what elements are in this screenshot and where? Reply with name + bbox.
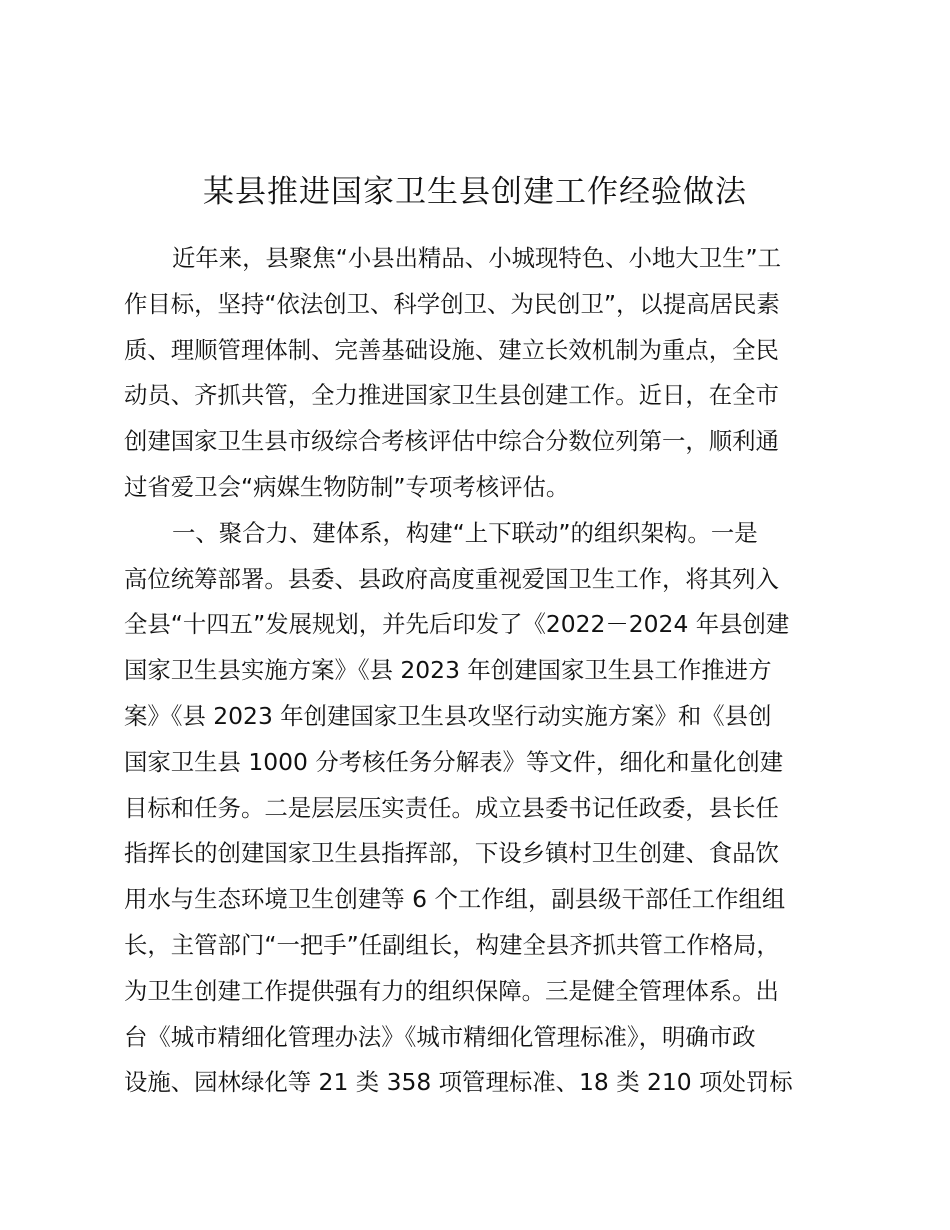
paragraph-2-line-10: 长，主管部门“一把手”任副组长，构建全县齐抓共管工作格局， (124, 930, 780, 959)
document-title: 某县推进国家卫生县创建工作经验做法 (203, 174, 747, 210)
paragraph-2-line-8: 指挥长的创建国家卫生县指挥部，下设乡镇村卫生创建、食品饮 (124, 839, 779, 868)
paragraph-2-line-4: 国家卫生县实施方案》《县 2023 年创建国家卫生县工作推进方 (124, 656, 772, 685)
paragraph-2-line-6: 国家卫生县 1000 分考核任务分解表》等文件，细化和量化创建 (124, 747, 784, 776)
paragraph-2-line-2: 高位统筹部署。县委、县政府高度重视爱国卫生工作，将其列入 (124, 564, 779, 593)
paragraph-2-line-11: 为卫生创建工作提供强有力的组织保障。三是健全管理体系。出 (124, 976, 779, 1005)
paragraph-1-line-6: 过省爱卫会“病媒生物防制”专项考核评估。 (124, 472, 570, 501)
paragraph-2-line-7: 目标和任务。二是层层压实责任。成立县委书记任政委，县长任 (124, 793, 779, 822)
document-body (124, 236, 830, 1106)
paragraph-2-line-1: 一、聚合力、建体系，构建“上下联动”的组织架构。一是 (172, 518, 758, 547)
paragraph-1-line-5: 创建国家卫生县市级综合考核评估中综合分数位列第一，顺利通 (124, 427, 779, 456)
paragraph-1-line-2: 作目标，坚持“依法创卫、科学创卫、为民创卫”，以提高居民素 (124, 289, 780, 318)
paragraph-1-line-3: 质、理顺管理体制、完善基础设施、建立长效机制为重点，全民 (124, 335, 779, 364)
paragraph-2-line-13: 设施、园林绿化等 21 类 358 项管理标准、18 类 210 项处罚标 (124, 1068, 793, 1097)
paragraph-2-line-5: 案》《县 2023 年创建国家卫生县攻坚行动实施方案》和《县创 (124, 701, 772, 730)
paragraph-1-line-1: 近年来，县聚焦“小县出精品、小城现特色、小地大卫生”工 (172, 244, 781, 272)
paragraph-1-line-4: 动员、齐抓共管，全力推进国家卫生县创建工作。近日，在全市 (124, 381, 779, 410)
paragraph-2-line-12: 台《城市精细化管理办法》《城市精细化管理标准》，明确市政 (124, 1022, 756, 1051)
paragraph-2-line-3: 全县“十四五”发展规划，并先后印发了《2022－2024 年县创建 (124, 610, 790, 639)
paragraph-2-line-9: 用水与生态环境卫生创建等 6 个工作组，副县级干部任工作组组 (124, 885, 786, 914)
